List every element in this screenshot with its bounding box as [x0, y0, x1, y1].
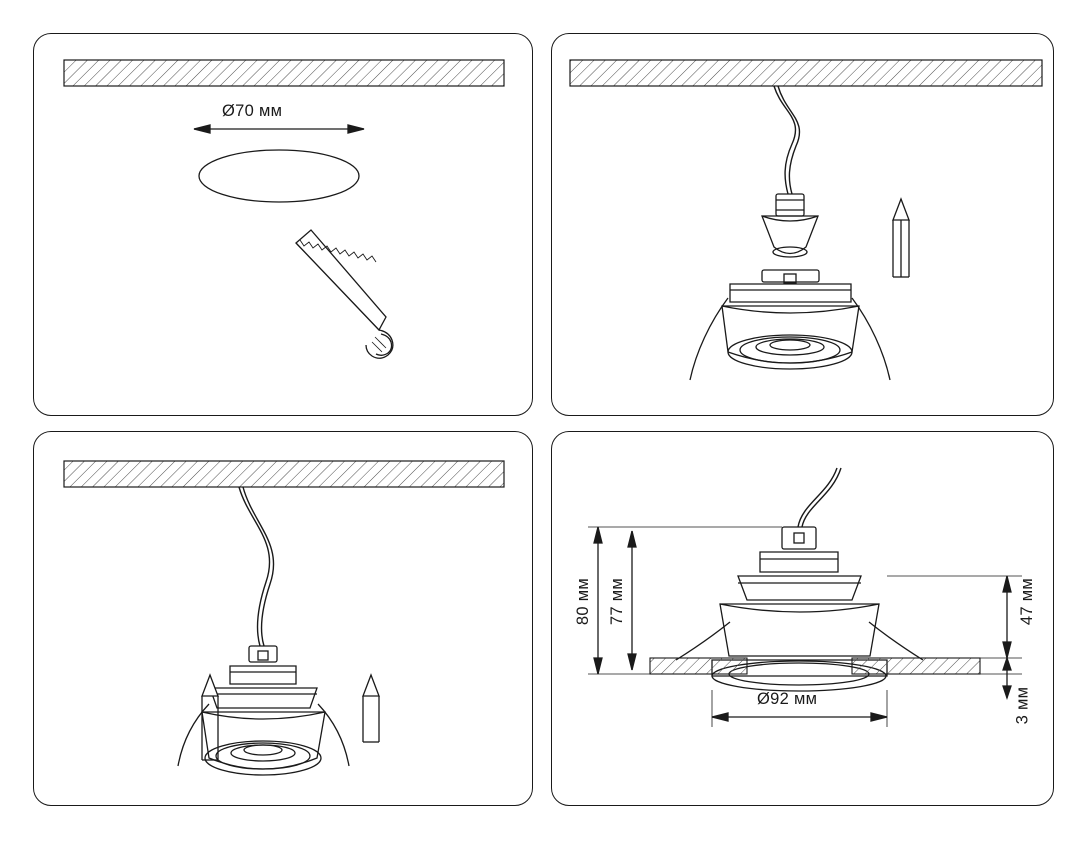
panel-step-dimensions: [551, 431, 1054, 806]
dimension-arrow-vertical-recess: [1003, 576, 1011, 658]
dimension-arrow-vertical-total: [594, 527, 602, 674]
panel-step-push-into-ceiling: [33, 431, 533, 806]
handsaw-icon: [296, 230, 393, 358]
outer-diameter-label: Ø92 мм: [757, 690, 818, 708]
dimension-arrow-vertical-trim: [1003, 658, 1011, 698]
panel-step-cut-hole: [33, 33, 533, 416]
ceiling-hatch: [570, 60, 1042, 86]
dimension-arrow-horizontal-diameter: [712, 713, 887, 721]
total-height-label: 80 мм: [574, 577, 593, 626]
ceiling-hatch: [64, 60, 504, 86]
ceiling-hatch: [64, 461, 504, 487]
hole-diameter-label: Ø70 мм: [222, 102, 283, 120]
dimension-arrow-vertical-body: [628, 531, 636, 670]
panel-step-connect-lamp: [551, 33, 1054, 416]
body-height-label: 77 мм: [608, 577, 627, 626]
up-arrow-right: [363, 675, 379, 742]
power-cable: [774, 86, 800, 194]
power-cable: [798, 468, 841, 527]
spring-clips: [178, 704, 349, 766]
spring-clips: [676, 622, 923, 660]
up-arrow: [893, 199, 909, 277]
fixture-body: [722, 270, 859, 369]
dimension-arrow-horizontal: [194, 125, 364, 133]
recess-depth-label: 47 мм: [1018, 577, 1037, 626]
power-cable: [239, 487, 274, 646]
lamp-bulb: [762, 194, 818, 257]
fixture-body: [202, 646, 325, 775]
trim-thickness-label: 3 мм: [1013, 686, 1032, 725]
hole-ellipse: [199, 150, 359, 202]
